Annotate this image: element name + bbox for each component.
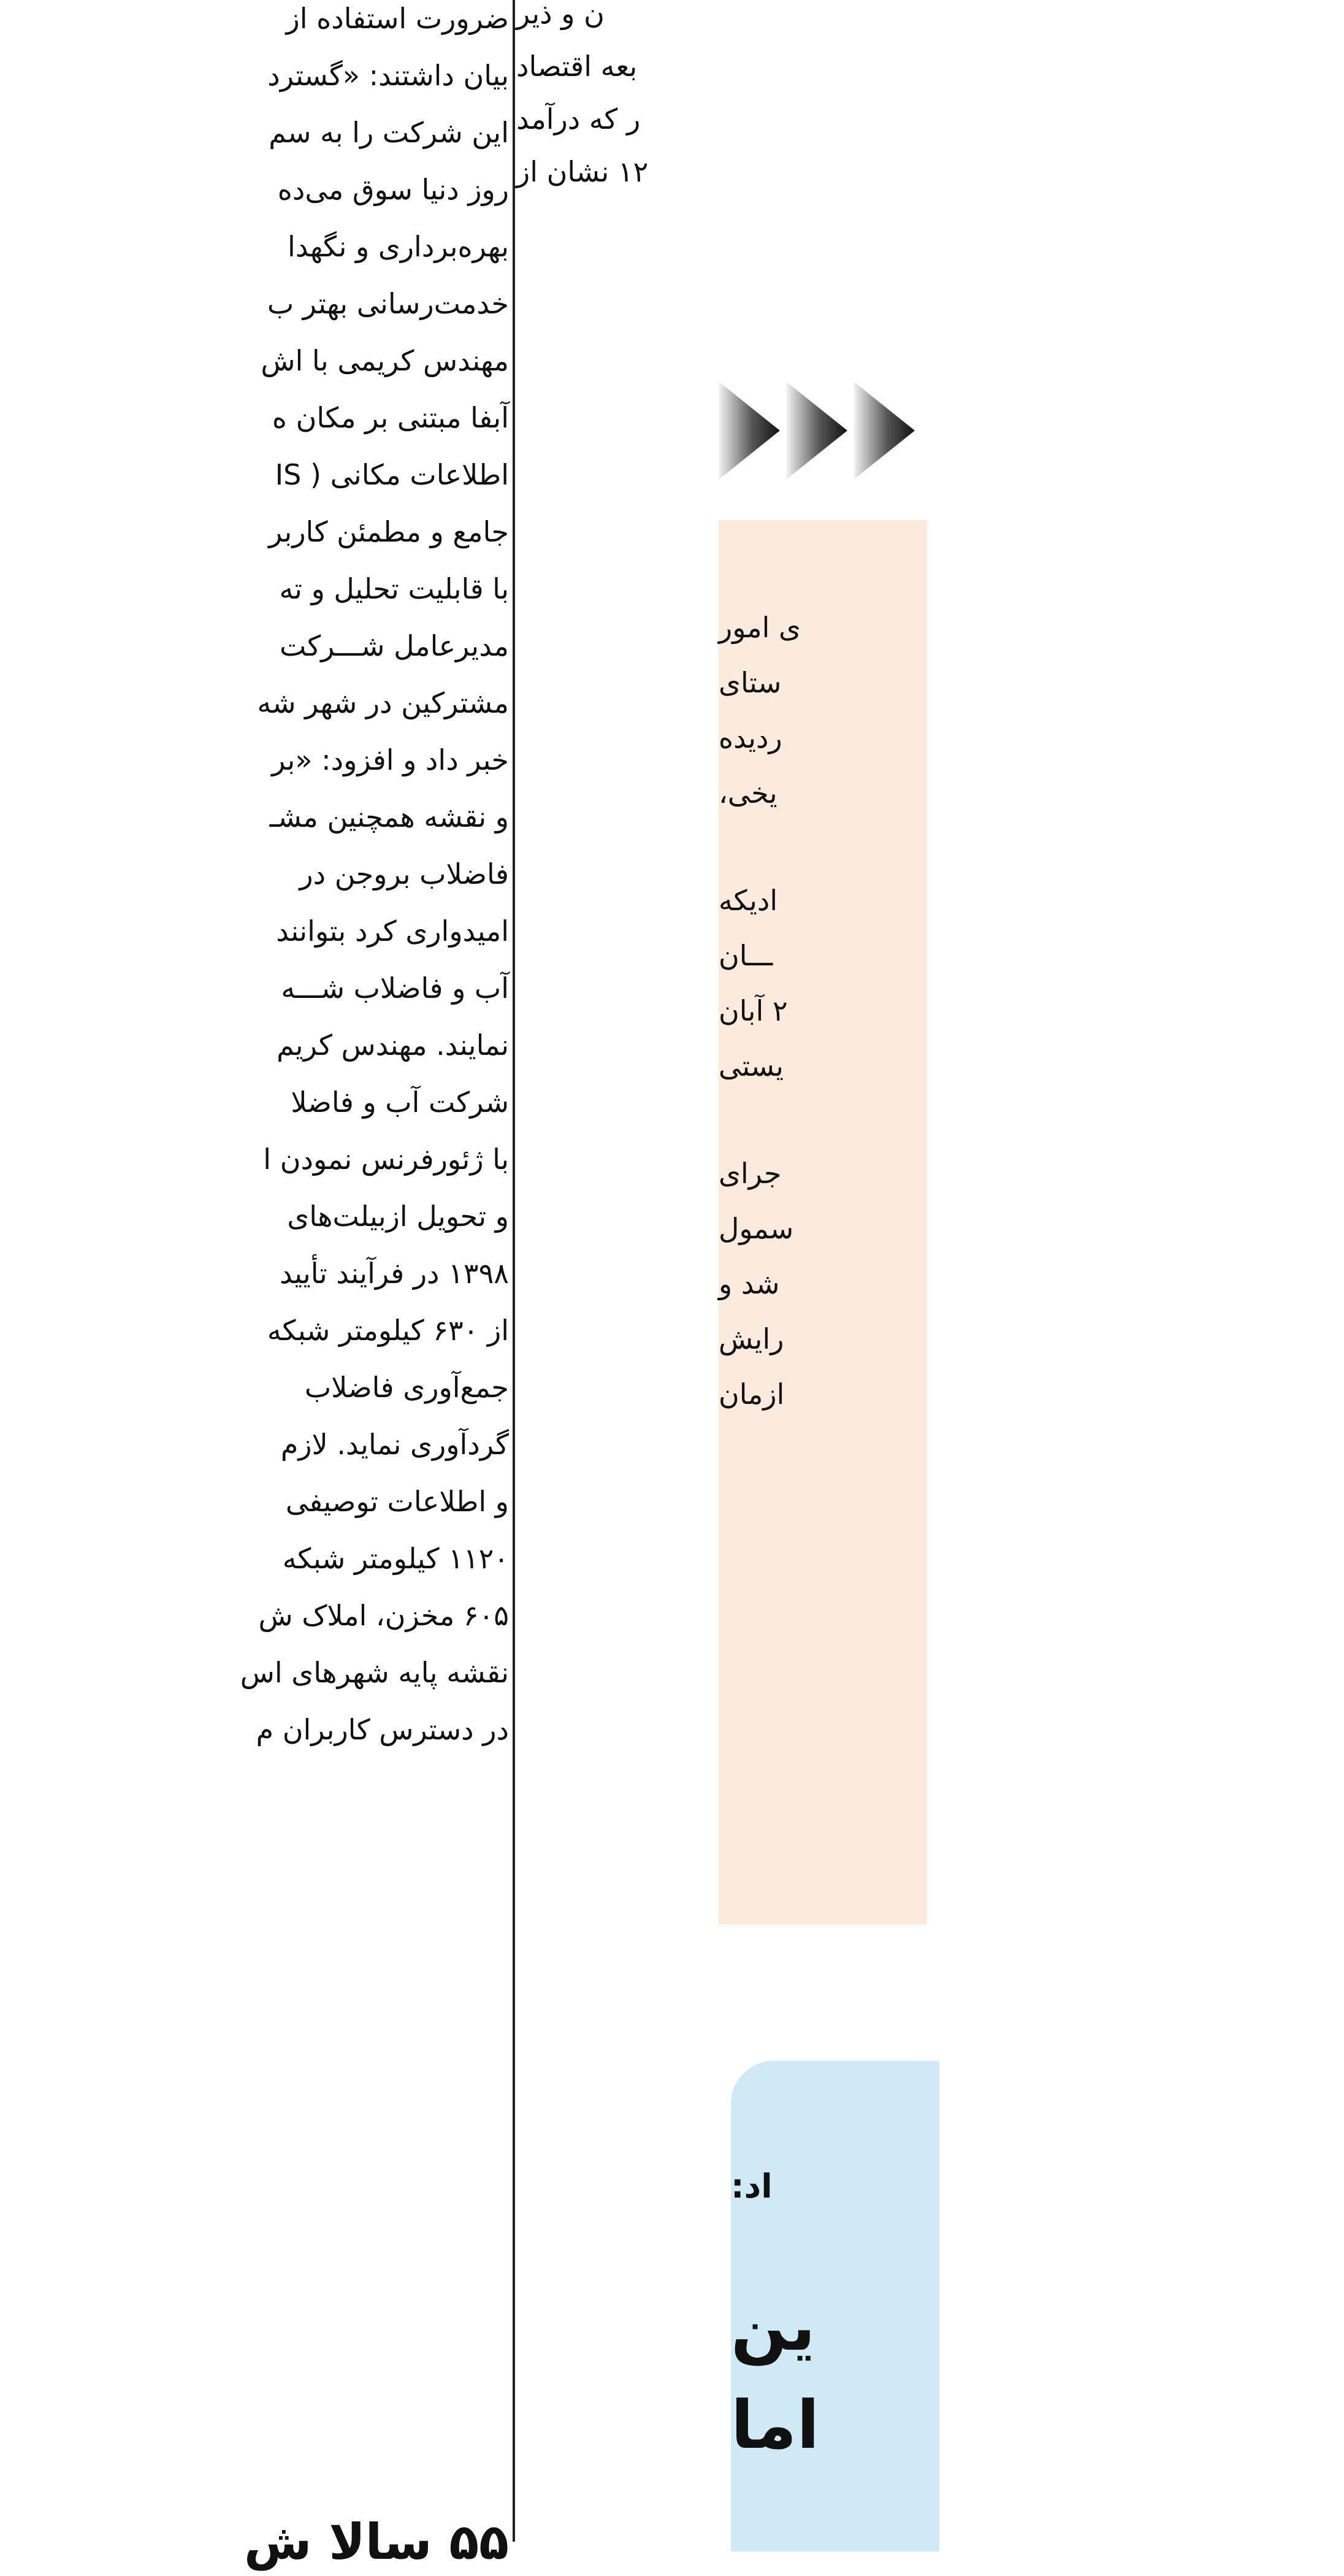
column-divider: [513, 0, 515, 2542]
left-text-line: مشترکین در شهر شه: [257, 686, 509, 719]
peach-text-line: سمول: [719, 1212, 794, 1245]
left-text-line: مدیرعامل شـــرکت: [280, 629, 509, 662]
triangle-arrow-icon: [853, 381, 915, 480]
left-text-line: نقشه پایه شهرهای اس: [240, 1656, 509, 1689]
left-text-line: امیدواری کرد بتوانند: [276, 914, 509, 948]
left-article-column: [0, 0, 509, 2570]
right-text-line: بعه اقتصاد: [516, 50, 638, 83]
right-text-line: ن و ذیر: [516, 0, 605, 30]
peach-text-line: ۲ آبان: [719, 994, 788, 1027]
left-text-line: و تحویل ازبیلت‌های: [287, 1200, 509, 1233]
peach-text-line: یستی: [719, 1049, 784, 1083]
triangle-arrow-icon: [719, 381, 780, 480]
peach-text-line: ردیده: [719, 721, 782, 754]
blue-box-label: اد:: [731, 2167, 773, 2206]
sidebar-box-blue: [731, 2061, 939, 2551]
peach-text-line: یخی،: [719, 776, 777, 810]
left-text-line: در دسترس کاربران م: [256, 1713, 509, 1746]
left-text-line: گردآوری نماید. لازم: [280, 1428, 509, 1461]
right-text-line: ر که درآمد: [516, 102, 641, 136]
left-text-line: جمع‌آوری فاضلاب: [304, 1371, 509, 1404]
left-text-line: جامع و مطمئن کاربر: [269, 515, 509, 548]
left-text-line: فاضلاب بروجن در: [299, 857, 509, 891]
decorative-arrows: [719, 375, 964, 486]
peach-text-line: جرای: [719, 1157, 782, 1190]
left-text-line: مهندس کریمی با اش: [261, 344, 509, 377]
left-text-line: آبفا مبتنی بر مکان ه: [272, 401, 509, 434]
triangle-arrow-icon: [786, 381, 847, 480]
next-article-heading: ۵۵ سالا ش: [243, 2513, 509, 2570]
peach-text-line: ـــان: [719, 939, 773, 972]
left-text-line: اطلاعات مکانی ( IS: [275, 458, 509, 491]
peach-text-line: ازمان: [719, 1378, 785, 1411]
blue-box-headline: ین: [731, 2289, 815, 2366]
left-text-line: و نقشه همچنین مشـ: [269, 800, 509, 834]
left-text-line: بهره‌برداری و نگهدا: [288, 230, 509, 263]
peach-text-line: رایش: [719, 1322, 784, 1355]
sidebar-box-peach: [719, 520, 927, 1925]
left-text-line: شرکت آب و فاضلا: [291, 1086, 509, 1119]
left-text-line: ۶۰۵ مخزن، املاک ش: [258, 1599, 509, 1632]
peach-text-line: ی امور: [719, 611, 801, 644]
left-text-line: با قابلیت تحلیل و ته: [279, 572, 509, 605]
right-text-line: ۱۲ نشان از: [516, 155, 649, 188]
peach-text-line: ستای: [719, 666, 782, 699]
left-text-line: نمایند. مهندس کریم: [277, 1029, 509, 1062]
left-text-line: این شرکت را به سم: [269, 116, 509, 149]
left-text-line: ضرورت استفاده از: [286, 2, 509, 35]
left-text-line: و اطلاعات توصیفی: [285, 1485, 509, 1518]
left-text-line: خبر داد و افزود: «بر: [272, 743, 509, 776]
blue-box-headline: اما: [731, 2387, 820, 2464]
peach-text-line: ادیکه: [719, 884, 778, 917]
right-article-column: [516, 0, 920, 2542]
left-text-line: ۱۳۹۸ در فرآیند تأیید: [279, 1257, 509, 1290]
left-text-line: ۱۱۲۰ کیلومتر شبکه: [282, 1542, 509, 1575]
left-text-line: آب و فاضلاب شـــه: [281, 972, 509, 1005]
left-text-line: خدمت‌رسانی بهتر ب: [267, 287, 509, 320]
left-text-line: با ژئورفرنس نمودن ا: [263, 1143, 509, 1176]
peach-text-line: شد و: [719, 1267, 780, 1300]
left-text-line: روز دنیا سوق می‌ده: [277, 173, 509, 206]
left-text-line: بیان داشتند: «گسترد: [267, 59, 509, 92]
left-text-line: از ۶۳۰ کیلومتر شبکه: [267, 1314, 509, 1347]
